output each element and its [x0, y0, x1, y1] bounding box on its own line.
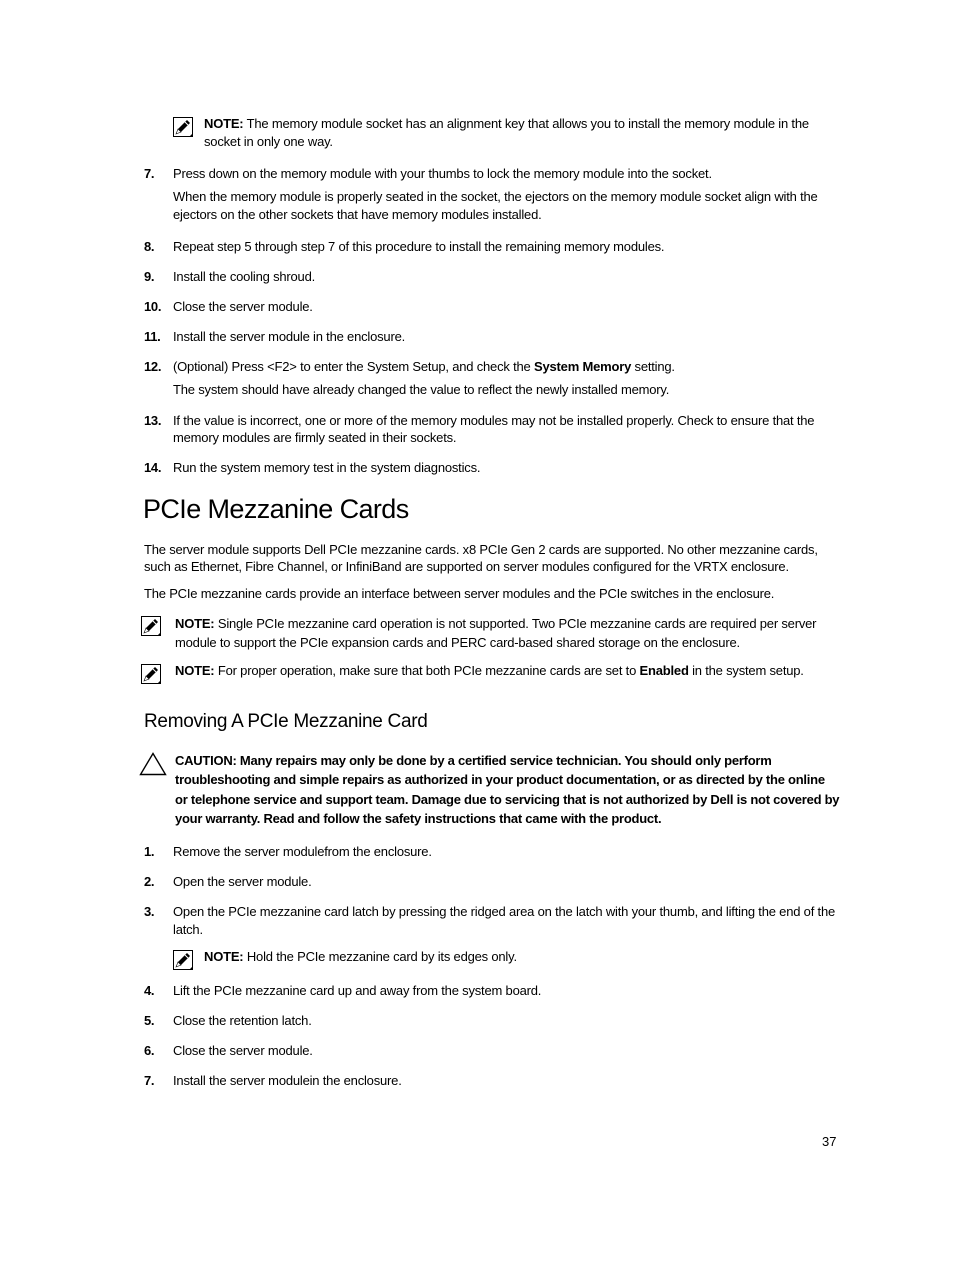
page-number: 37	[822, 1134, 837, 1149]
step-number: 6.	[144, 1043, 155, 1058]
note-enabled-setting	[175, 662, 845, 680]
note-text: Single PCIe mezzanine card operation is not supported. Two PCIe mezzanine cards are required per server module to support the PCIe expansion cards and PERC card-based shared storage on the enclosure.	[175, 616, 817, 650]
note-label: NOTE:	[175, 663, 215, 678]
subsection-title: Removing A PCIe Mezzanine Card	[144, 711, 428, 732]
step-text: Close the server module.	[173, 299, 313, 314]
step-number: 9.	[144, 269, 155, 284]
step-text-pre: (Optional) Press <F2> to enter the System Setup, and check the	[173, 359, 534, 374]
step-subtext: When the memory module is properly seated in the socket, the ejectors on the memory module socket align with the ejectors on the other sockets that have memory modules installed.	[173, 189, 818, 222]
note-text-post: in the system setup.	[688, 663, 804, 678]
note-pencil-icon	[141, 616, 161, 636]
caution-triangle-icon	[139, 752, 167, 776]
section-paragraph: The PCIe mezzanine cards provide an interface between server modules and the PCIe switches in the enclosure.	[144, 586, 775, 601]
step-number: 13.	[144, 413, 162, 428]
step-number: 3.	[144, 904, 155, 919]
step-text: Install the server module in the enclosure.	[173, 329, 406, 344]
step-number: 8.	[144, 239, 155, 254]
step-text: Open the server module.	[173, 874, 312, 889]
note-pencil-icon	[173, 950, 193, 970]
step-number: 10.	[144, 299, 162, 314]
step-text: Install the server modulein the enclosure.	[173, 1073, 402, 1088]
enabled-setting: Enabled	[639, 663, 689, 678]
note-memory-socket	[204, 115, 844, 151]
note-text-pre: For proper operation, make sure that both PCIe mezzanine cards are set to	[214, 663, 640, 678]
step-number: 4.	[144, 983, 155, 998]
section-paragraph: The server module supports Dell PCIe mezzanine cards. x8 PCIe Gen 2 cards are supported. No other mezzanine cards, such as Ethernet, Fibre Channel, or InfiniBand are supported on server modules configured for the VRTX enclosure.	[144, 542, 818, 574]
step-number: 7.	[144, 166, 155, 181]
step-number: 14.	[144, 460, 162, 475]
step-number: 2.	[144, 874, 155, 889]
step-text: If the value is incorrect, one or more of the memory modules may not be installed properly. Check to ensure that the memory modules are firmly seated in their sockets.	[173, 413, 815, 445]
step-number: 1.	[144, 844, 155, 859]
step-number: 7.	[144, 1073, 155, 1088]
step-number: 11.	[144, 329, 161, 344]
note-label: NOTE:	[175, 616, 215, 631]
step-text: Remove the server modulefrom the enclosure.	[173, 844, 432, 859]
note-pencil-icon	[173, 117, 193, 137]
step-text	[173, 358, 843, 376]
note-text: Hold the PCIe mezzanine card by its edges only.	[243, 949, 517, 964]
step-number: 5.	[144, 1013, 155, 1028]
caution-text: CAUTION: Many repairs may only be done by a certified service technician. You should only perform troubleshooting and simple repairs as authorized in your product documentation, or as directed by the online or telephone service and support team. Damage due to servicing that is not authorized by Dell is not covered by your warranty. Read and follow the safety instructions that came with the product.	[175, 753, 840, 826]
note-label: NOTE:	[204, 116, 244, 131]
step-text: Close the server module.	[173, 1043, 313, 1058]
system-memory-setting: System Memory	[534, 359, 632, 374]
step-number: 12.	[144, 359, 162, 374]
note-hold-edges	[204, 948, 844, 966]
step-text: Repeat step 5 through step 7 of this procedure to install the remaining memory modules.	[173, 239, 665, 254]
step-text: Close the retention latch.	[173, 1013, 312, 1028]
step-text: Install the cooling shroud.	[173, 269, 316, 284]
step-text-post: setting.	[631, 359, 675, 374]
note-text: The memory module socket has an alignment key that allows you to install the memory module in the socket in only one way.	[204, 116, 809, 149]
note-label: NOTE:	[204, 949, 244, 964]
step-subtext: The system should have already changed the value to reflect the newly installed memory.	[173, 382, 670, 397]
note-mezzanine-operation	[175, 614, 845, 652]
step-text: Run the system memory test in the system diagnostics.	[173, 460, 481, 475]
step-text: Lift the PCIe mezzanine card up and away from the system board.	[173, 983, 542, 998]
section-title: PCIe Mezzanine Cards	[143, 494, 409, 524]
step-text: Open the PCIe mezzanine card latch by pressing the ridged area on the latch with your thumb, and lifting the end of the latch.	[173, 904, 836, 937]
step-text: Press down on the memory module with your thumbs to lock the memory module into the socket.	[173, 166, 712, 181]
note-pencil-icon	[141, 664, 161, 684]
